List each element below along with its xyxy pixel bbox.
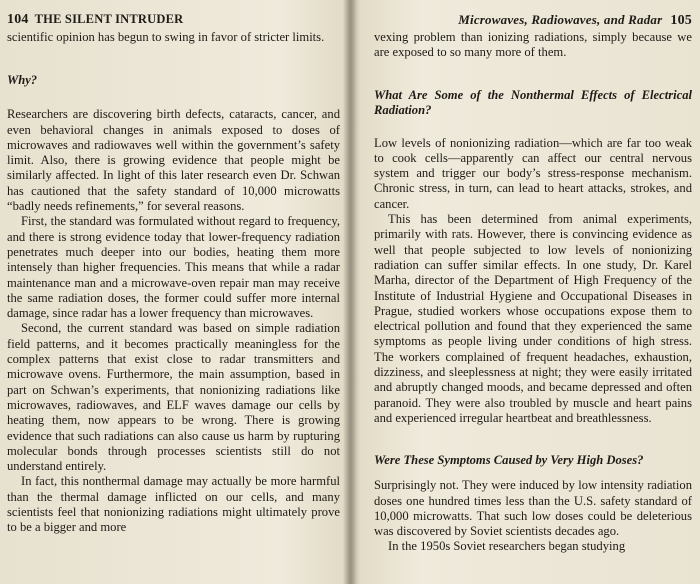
left-intro-paragraph: scientific opinion has begun to swing in favor of stricter limits.: [7, 30, 325, 44]
right-running-head: [374, 12, 692, 30]
right-intro-paragraph: vexing problem than ionizing radiations, simply because we are exposed to so many more of them.: [374, 30, 692, 60]
right-running-title: Microwaves, Radiowaves, and Radar: [458, 12, 663, 27]
section-heading-high-doses: Were These Symptoms Caused by Very High Doses?: [374, 453, 644, 468]
left-paragraph-3: Second, the current standard was based on simple radiation field patterns, and it becomes practically meaningless for the complex patterns that exist close to radar transmitters and microwave ovens. Furthermore, the main assumption, based in part on Schwan’s experiments, that nonionizing radiations like microwaves, radiowaves, and ELF waves damage our cells by heating them, now appears to be wrong. There is growing evidence that such radiations can also cause us harm by rupturing molecular bonds through processes scientists still do not understand entirely.: [7, 321, 340, 474]
left-paragraph-2: First, the standard was formulated without regard to frequency, and there is strong evidence today that lower-frequency radiation penetrates much deeper into our bodies, heating them more intensely than higher frequencies. This means that while a radar maintenance man and a microwave-oven repair man may receive the same radiation doses, the former could suffer more internal damage, since radar has a lower frequency than microwaves.: [7, 214, 340, 321]
right-page: [350, 0, 700, 584]
right-paragraph-2: This has been determined from animal experiments, primarily with rats. However, there is convincing evidence as well that people subjected to low levels of nonionizing radiation can suffer similar effects. In one study, Dr. Karel Marha, director of the Department of High Frequency of the Institute of Industrial Hygiene and Occupational Diseases in Prague, studied workers whose occupations expose them to electrical pollution and found that they experienced the same symptoms as people living under conditions of high stress. The workers complained of frequent headaches, exhaustion, dizziness, and sleeplessness at night; they were easily irritated and abruptly changed moods, and became depressed and often paranoid. They were also troubled by muscle and heart pains and experienced irregular heartbeat and breathlessness.: [374, 212, 692, 425]
section-heading-why: Why?: [7, 73, 38, 88]
right-paragraph-4: In the 1950s Soviet researchers began studying: [388, 539, 626, 554]
section-heading-nonthermal-effects: What Are Some of the Nonthermal Effects of Electrical Radiation?: [374, 87, 692, 117]
left-body-text: [7, 30, 340, 536]
left-running-head: [7, 12, 340, 30]
left-paragraph-1: Researchers are discovering birth defects, cataracts, cancer, and even behavioral changes in animals exposed to doses of microwaves and radiowaves well within the government’s safety limit. Also, there is growing evidence that people might be similarly affected. In light of this later research even Dr. Schwan has cautioned that the safety standard of 10,000 microwatts “badly needs refinements,” for several reasons.: [7, 107, 340, 214]
right-paragraph-1: Low levels of nonionizing radiation—which are far too weak to cook cells—apparently can affect our central nervous system and trigger our body’s stress-response mechanism. Chronic stress, in turn, can lead to heart attacks, strokes, and cancer.: [374, 135, 692, 211]
left-running-title: THE SILENT INTRUDER: [34, 12, 184, 26]
left-page-number: 104: [7, 12, 29, 27]
right-paragraph-3: Surprisingly not. They were induced by low intensity radiation doses one hundred times less than the U.S. safety standard of 10,000 microwatts. That such low doses could be deleterious was discovered by Soviet scientists decades ago.: [374, 478, 692, 539]
left-paragraph-4: In fact, this nonthermal damage may actually be more harmful than the thermal damage inflicted on our cells, and many scientists feel that nonionizing radiations might ultimately prove to be a bigger and more: [7, 474, 340, 535]
right-body-text: [374, 30, 692, 555]
right-page-number: 105: [670, 13, 692, 28]
